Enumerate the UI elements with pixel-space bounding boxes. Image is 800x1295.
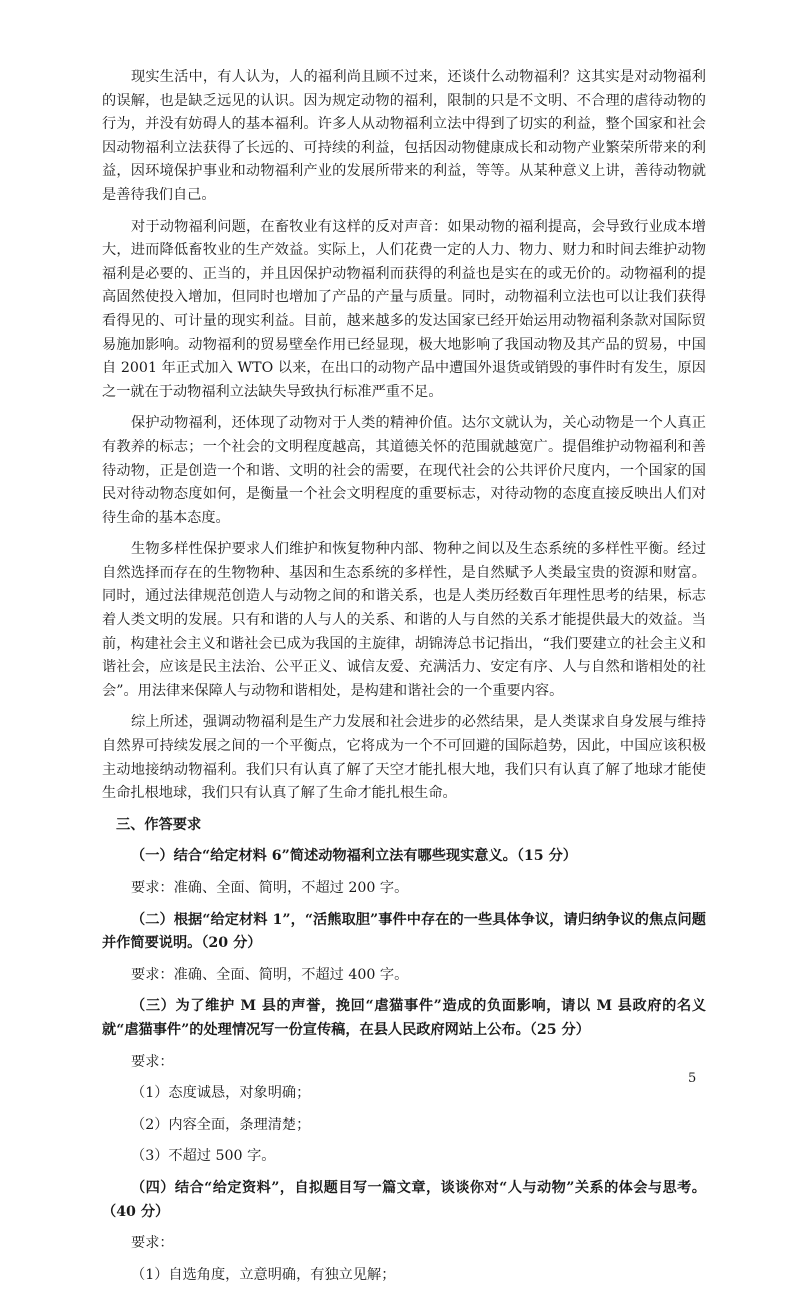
question-title: （二）根据“给定材料 1”，“活熊取胆”事件中存在的一些具体争议，请归纳争议的焦点问题并作简要说明。（20 分）: [102, 911, 706, 952]
question-requirement: （1）自选角度，立意明确，有独立见解；: [131, 1266, 396, 1283]
question-requirement: （3）不超过 500 字。: [131, 1148, 276, 1165]
body-paragraph: 现实生活中，有人认为，人的福利尚且顾不过来，还谈什么动物福利？这其实是对动物福利的误解，也是缺乏远见的认识。因为规定动物的福利，限制的只是不文明、不合理的虐待动物的行为，并没有妨碍人的基本福利。许多人从动物福利立法中得到了切实的利益，整个国家和社会因动物福利立法获得了长远的、可持续的利益，包括因动物健康成长和动物产业繁荣所带来的利益，因环境保护事业和动物福利产业的发展所带来的利益，等等。从某种意义上讲，善待动物就是善待我们自己。: [102, 69, 706, 203]
section-heading: 三、作答要求: [116, 816, 202, 833]
question-title: （三）为了维护 M 县的声誉，挽回“虐猫事件”造成的负面影响，请以 M 县政府的名义就“虐猫事件”的处理情况写一份宣传稿，在县人民政府网站上公布。（25 分）: [102, 998, 706, 1038]
body-paragraph: 生物多样性保护要求人们维护和恢复物种内部、物种之间以及生态系统的多样性平衡。经过自然选择而存在的生物物种、基因和生态系统的多样性，是自然赋予人类最宝贵的资源和财富。同时，通过法律规范创造人与动物之间的和谐关系，也是人类历经数百年理性思考的结果，标志着人类文明的发展。只有和谐的人与人的关系、和谐的人与自然的关系才能提供最大的效益。当前，构建社会主义和谐社会已成为我国的主旋律，胡锦涛总书记指出，“我们要建立的社会主义和谐社会，应该是民主法治、公平正义、诚信友爱、充满活力、安定有序、人与自然和谐相处的社会”。用法律来保障人与动物和谐相处，是构建和谐社会的一个重要内容。: [102, 541, 706, 699]
question-requirement: 要求：准确、全面、简明，不超过 400 字。: [131, 966, 409, 983]
question-title: （四）结合“给定资料”，自拟题目写一篇文章，谈谈你对“人与动物”关系的体会与思考。（40 分）: [102, 1179, 706, 1220]
question-requirement: 要求：: [131, 1053, 174, 1070]
question-title: （一）结合“给定材料 6”简述动物福利立法有哪些现实意义。（15 分）: [131, 848, 577, 865]
body-paragraph: 保护动物福利，还体现了动物对于人类的精神价值。达尔文就认为，关心动物是一个人真正有教养的标志；一个社会的文明程度越高，其道德关怀的范围就越宽广。提倡维护动物福利和善待动物，正是创造一个和谐、文明的社会的需要，在现代社会的公共评价尺度内，一个国家的国民对待动物态度如何，是衡量一个社会文明程度的重要标志，对待动物的态度直接反映出人们对待生命的基本态度。: [102, 415, 706, 526]
body-paragraph: 对于动物福利问题，在畜牧业有这样的反对声音：如果动物的福利提高，会导致行业成本增大，进而降低畜牧业的生产效益。实际上，人们花费一定的人力、物力、财力和时间去维护动物福利是必要的、正当的，并且因保护动物福利而获得的利益也是实在的或无价的。动物福利的提高固然使投入增加，但同时也增加了产品的产量与质量。同时，动物福利立法也可以让我们获得看得见的、可计量的现实利益。目前，越来越多的发达国家已经开始运用动物福利条款对国际贸易施加影响。动物福利的贸易壁垒作用已经显现，极大地影响了我国动物及其产品的贸易，中国自 2001 年正式加入 WTO 以来，在出口的动物产品中遭国外退货或销毁的事件时有发生，原因之一就在于动物福利立法缺失导致执行标准严重不足。: [102, 218, 706, 400]
question-requirement: （1）态度诚恳，对象明确；: [131, 1085, 311, 1102]
body-paragraph: 综上所述，强调动物福利是生产力发展和社会进步的必然结果，是人类谋求自身发展与维持自然界可持续发展之间的一个平衡点，它将成为一个不可回避的国际趋势，因此，中国应该积极主动地接纳动物福利。我们只有认真了解了天空才能扎根大地，我们只有认真了解了地球才能使生命扎根地球，我们只有认真了解了生命才能扎根生命。: [102, 714, 706, 802]
page-number: 5: [688, 1071, 697, 1086]
question-requirement: （2）内容全面，条理清楚；: [131, 1116, 311, 1133]
question-requirement: 要求：: [131, 1235, 174, 1252]
page-body: [102, 66, 706, 1295]
question-requirement: 要求：准确、全面、简明，不超过 200 字。: [131, 880, 409, 896]
